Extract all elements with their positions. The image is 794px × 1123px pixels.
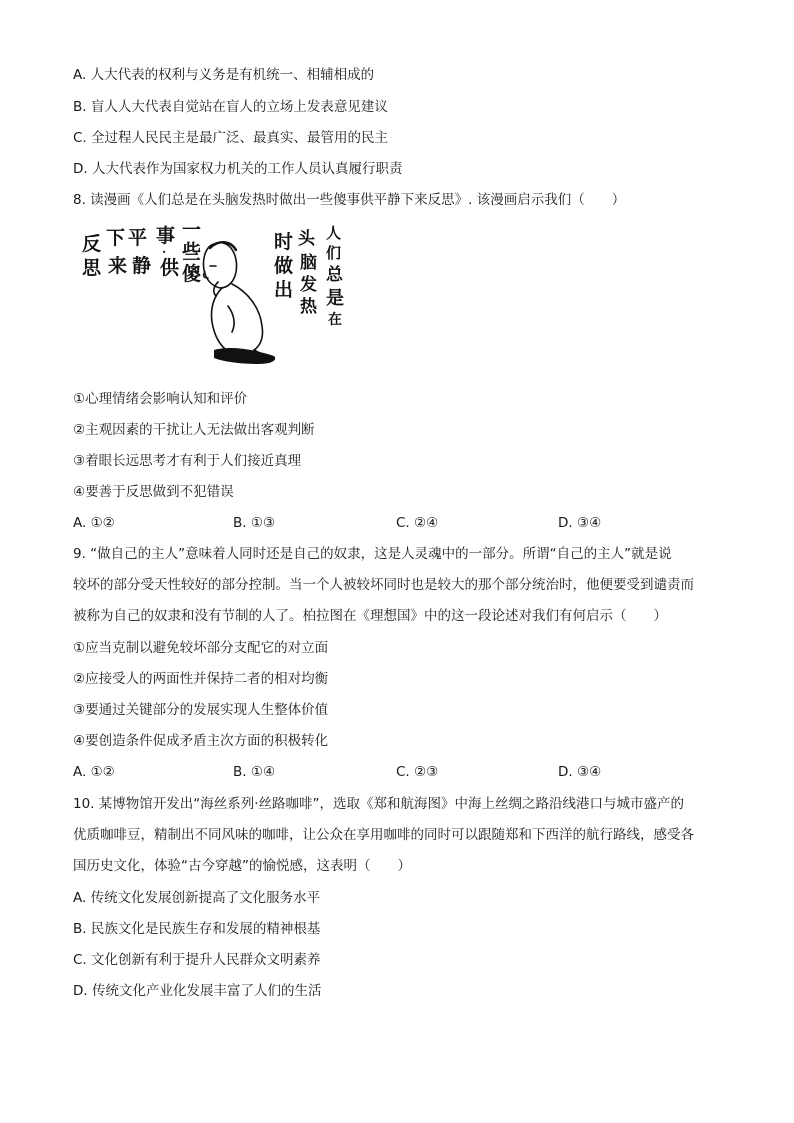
thinking-man-figure xyxy=(203,242,270,362)
q8-statement-4: ④要善于反思做到不犯错误 xyxy=(73,484,234,500)
q7-option-d: D. 人大代表作为国家权力机关的工作人员认真履行职责 xyxy=(73,161,403,177)
q7-option-a: A. 人大代表的权利与义务是有机统一、相辅相成的 xyxy=(73,67,375,83)
cartoon-char: 人 xyxy=(326,224,342,242)
q9-choice-b[interactable]: B. ①④ xyxy=(233,764,276,780)
cartoon-char: 傻 xyxy=(182,263,202,285)
q9-stem-line-1: 9. “做自己的主人”意味着人同时还是自己的奴隶，这是人灵魂中的一部分。所谓“自己的主人”就是说 xyxy=(73,546,672,562)
q10-option-d[interactable]: D. 传统文化产业化发展丰富了人们的生活 xyxy=(73,983,322,999)
q10-option-a[interactable]: A. 传统文化发展创新提高了文化服务水平 xyxy=(73,890,321,906)
q9-choice-d[interactable]: D. ③④ xyxy=(558,764,602,780)
q8-statement-3: ③着眼长远思考才有利于人们接近真理 xyxy=(73,453,302,469)
cartoon-char: 出 xyxy=(274,279,294,301)
cartoon-char: 时 xyxy=(274,231,294,253)
q8-choice-b[interactable]: B. ①③ xyxy=(233,515,276,531)
cartoon-char: 反 xyxy=(82,233,102,255)
q9-choices xyxy=(73,763,733,781)
q8-cartoon xyxy=(78,222,368,370)
q10-stem-line-2: 优质咖啡豆，精制出不同风味的咖啡，让公众在享用咖啡的同时可以跟随郑和下西洋的航行路线，感受各 xyxy=(73,827,694,843)
cartoon-char: 做 xyxy=(274,255,294,277)
q9-statement-2: ②应接受人的两面性并保持二者的相对均衡 xyxy=(73,671,329,687)
q10-option-b[interactable]: B. 民族文化是民族生存和发展的精神根基 xyxy=(73,921,321,937)
cartoon-char: 头 xyxy=(298,229,315,249)
q7-option-b: B. 盲人人大代表自觉站在盲人的立场上发表意见建议 xyxy=(73,99,388,115)
cartoon-char: 在 xyxy=(328,312,342,328)
q9-statement-4: ④要创造条件促成矛盾主次方面的积极转化 xyxy=(73,733,329,749)
q7-option-c: C. 全过程人民民主是最广泛、最真实、最管用的民主 xyxy=(73,130,389,146)
q10-stem-line-3: 国历史文化，体验“古今穿越”的愉悦感，这表明（ ） xyxy=(73,858,411,874)
cartoon-char: 脑 xyxy=(300,253,317,273)
q8-statement-1: ①心理情绪会影响认知和评价 xyxy=(73,391,248,407)
cartoon-char: 来 xyxy=(108,255,128,277)
cartoon-char: 思 xyxy=(82,257,102,279)
cartoon-char: 是 xyxy=(326,288,344,309)
q9-statement-1: ①应当克制以避免较坏部分支配它的对立面 xyxy=(73,640,329,656)
q8-statement-2: ②主观因素的干扰让人无法做出客观判断 xyxy=(73,422,315,438)
q8-choice-d[interactable]: D. ③④ xyxy=(558,515,602,531)
cartoon-char: 一 xyxy=(182,222,202,241)
cartoon-char: 静 xyxy=(132,255,152,277)
cartoon-char: 总 xyxy=(326,265,343,285)
cartoon-char: 们 xyxy=(326,244,342,262)
cartoon-char: 事 xyxy=(156,225,176,247)
q8-choices xyxy=(73,514,733,532)
q10-option-c[interactable]: C. 文化创新有利于提升人民群众文明素养 xyxy=(73,952,321,968)
q8-choice-c[interactable]: C. ②④ xyxy=(396,515,439,531)
q8-stem: 8. 读漫画《人们总是在头脑发热时做出一些傻事供平静下来反思》. 该漫画启示我们（ ） xyxy=(73,192,626,208)
cartoon-char: 供 xyxy=(160,257,180,279)
q9-statement-3: ③要通过关键部分的发展实现人生整体价值 xyxy=(73,702,329,718)
cartoon-char: 下 xyxy=(106,227,126,249)
q10-stem-line-1: 10. 某博物馆开发出“海丝系列·丝路咖啡”，选取《郑和航海图》中海上丝绸之路沿线港口与城市盛产的 xyxy=(73,796,685,812)
cartoon-char: 平 xyxy=(128,227,148,249)
cushion-shape xyxy=(214,348,275,364)
cartoon-char: 些 xyxy=(182,241,202,263)
q9-choice-c[interactable]: C. ②③ xyxy=(396,764,439,780)
q9-choice-a[interactable]: A. ①② xyxy=(73,764,115,780)
cartoon-char: 发 xyxy=(300,275,317,295)
q9-stem-line-2: 较坏的部分受天性较好的部分控制。当一个人被较坏同时也是较大的那个部分统治时，他便要受到谴责而 xyxy=(73,577,694,593)
q9-stem-line-3: 被称为自己的奴隶和没有节制的人了。柏拉图在《理想国》中的这一段论述对我们有何启示（ ） xyxy=(73,608,667,624)
cartoon-char: 热 xyxy=(300,297,317,317)
cartoon-char: · xyxy=(162,245,167,259)
q8-choice-a[interactable]: A. ①② xyxy=(73,515,115,531)
